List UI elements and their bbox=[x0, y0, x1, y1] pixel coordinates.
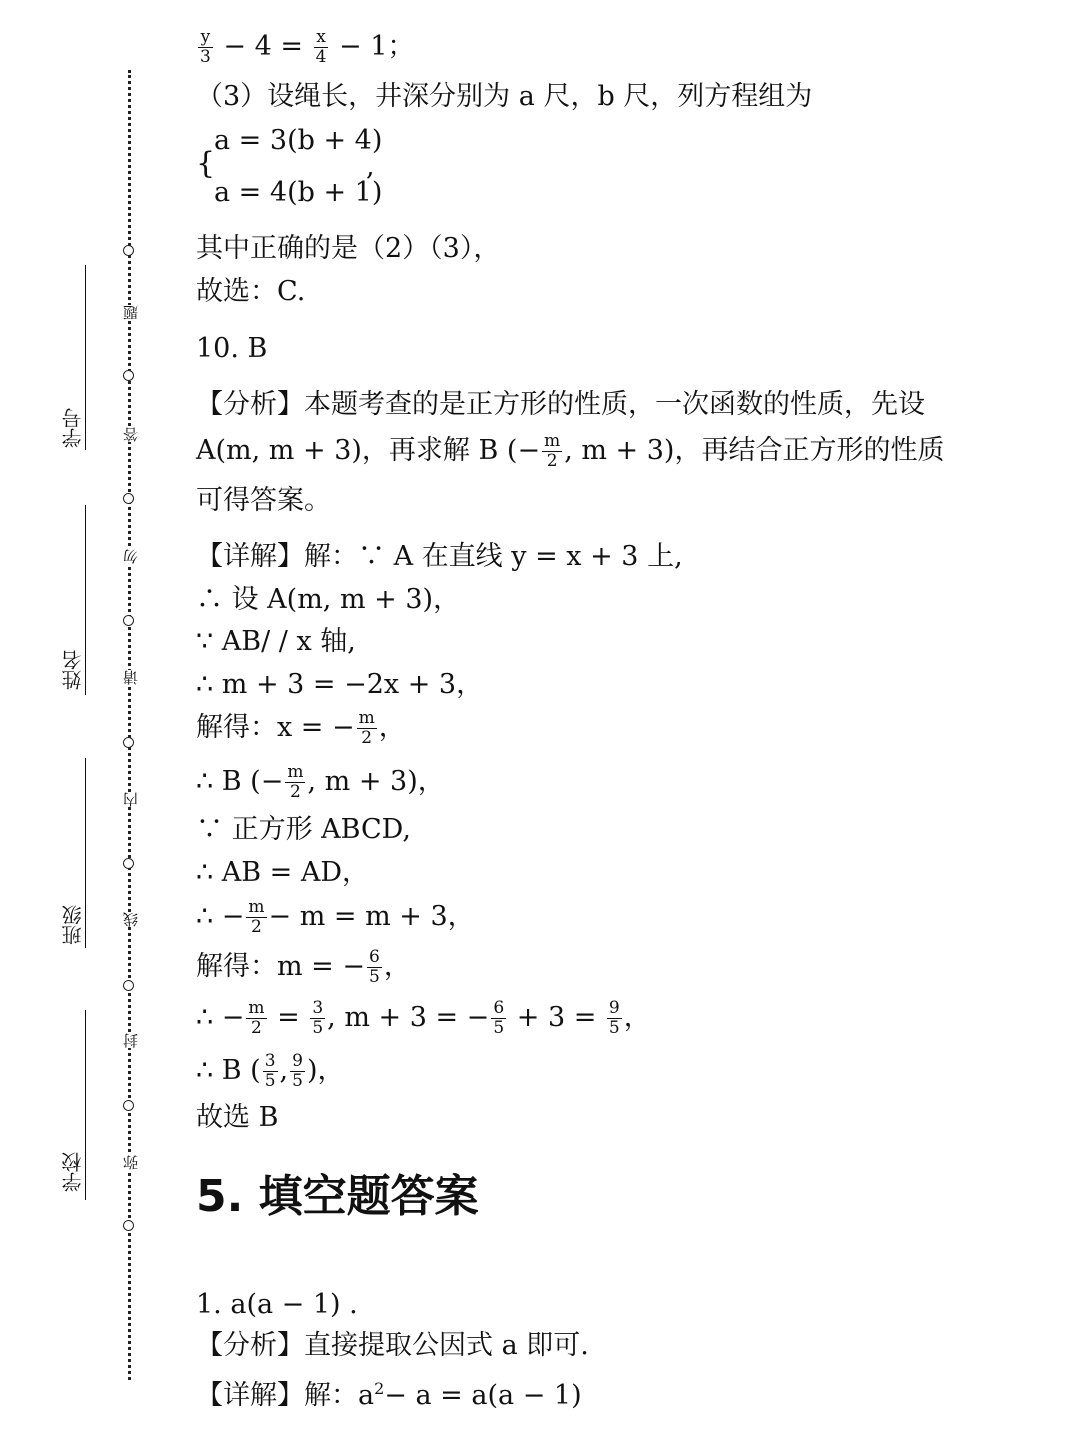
analysis-line-2: A(m, m + 3)，再求解 B (− $\frac{m}{2}$ , m + 3)，再结合正方形的性质 bbox=[196, 431, 945, 471]
fraction: $\frac{3}{5}$ bbox=[312, 998, 324, 1038]
equation-system-row-1: a = 3(b + 4) bbox=[214, 125, 383, 156]
section-heading: 5. 填空题答案 bbox=[196, 1171, 479, 1222]
binding-dotted-line bbox=[128, 70, 131, 1380]
detail-line: ∴ − $\frac{m}{2}$ − m = m + 3， bbox=[196, 897, 475, 937]
margin-circle bbox=[123, 370, 134, 381]
fill-detail-1: 【详解】解：$a^2- a = a(a - 1)$ bbox=[196, 1379, 582, 1411]
margin-circle bbox=[123, 245, 134, 256]
detail-line: ∴ − $\frac{m}{2}$ = $\frac{3}{5}$ , m + 3 = − $\frac{6}{5}$ + 3 = $\frac{9}{5}$ ， bbox=[196, 998, 651, 1038]
fraction: $\frac{x}{4}$ bbox=[315, 27, 327, 67]
fraction: $\frac{9}{5}$ bbox=[608, 998, 620, 1038]
fraction: $\frac{3}{5}$ bbox=[264, 1051, 276, 1091]
detail-line: 【详解】解：∵ A 在直线 y = x + 3 上, bbox=[196, 541, 683, 572]
detail-line: 解得：m = − $\frac{6}{5}$ ， bbox=[196, 947, 411, 987]
question-number: 10. B bbox=[196, 333, 268, 364]
detail-line: ∴ B ( $\frac{3}{5}$ , $\frac{9}{5}$ )， bbox=[196, 1051, 345, 1091]
equation-system-brace: { bbox=[196, 146, 216, 181]
fraction: $\frac{6}{5}$ bbox=[369, 947, 380, 987]
label-student-id: 学号 bbox=[61, 408, 85, 448]
fraction: $\frac{m}{2}$ bbox=[358, 708, 375, 748]
margin-circle bbox=[123, 1220, 134, 1231]
fraction: $\frac{9}{5}$ bbox=[292, 1051, 303, 1091]
text-line: （3）设绳长，井深分别为 a 尺，b 尺，列方程组为 bbox=[196, 81, 813, 112]
margin-circle bbox=[123, 737, 134, 748]
margin-warning-char: 题 bbox=[124, 305, 144, 320]
margin-circle bbox=[123, 1100, 134, 1111]
label-school: 学校 bbox=[61, 1152, 85, 1192]
margin-warning-char: 请 bbox=[124, 670, 144, 685]
label-name: 姓名 bbox=[61, 650, 85, 690]
margin-circle bbox=[123, 980, 134, 991]
detail-line: ∵ 正方形 ABCD, bbox=[196, 814, 411, 845]
margin-warning-char: 封 bbox=[124, 1033, 144, 1048]
margin-warning-char: 内 bbox=[124, 792, 144, 807]
label-class: 班级 bbox=[61, 905, 85, 945]
detail-line: ∴ B (− $\frac{m}{2}$ , m + 3)， bbox=[196, 762, 445, 802]
detail-line: ∴ 设 A(m, m + 3)， bbox=[196, 584, 461, 615]
fill-answer-1: 1. a(a − 1) . bbox=[196, 1289, 358, 1320]
margin-warning-char: 弥 bbox=[124, 1155, 144, 1170]
margin-circle bbox=[123, 493, 134, 504]
fill-analysis-1: 【分析】直接提取公因式 a 即可. bbox=[196, 1330, 589, 1361]
fraction: $\frac{6}{5}$ bbox=[493, 998, 505, 1038]
margin-warning-char: 勿 bbox=[124, 549, 144, 564]
analysis-line-3: 可得答案。 bbox=[196, 485, 331, 516]
margin-circle bbox=[123, 858, 134, 869]
equation-system-comma: , bbox=[366, 151, 375, 182]
margin-warning-char: 答 bbox=[124, 427, 144, 442]
text-line: 其中正确的是（2）（3）， bbox=[196, 233, 501, 264]
text-line: 故选：C. bbox=[196, 276, 306, 307]
equation-line-1: $\frac{y}{3}$ − 4 = $\frac{x}{4}$ − 1； bbox=[200, 27, 415, 67]
fraction: $\frac{m}{2}$ bbox=[287, 762, 304, 802]
fraction: $\frac{m}{2}$ bbox=[248, 998, 265, 1038]
detail-line: 解得：x = − $\frac{m}{2}$ ， bbox=[196, 708, 406, 748]
fraction: $\frac{m}{2}$ bbox=[248, 897, 265, 937]
fraction: $\frac{y}{3}$ bbox=[200, 27, 211, 67]
margin-warning-char: 线 bbox=[124, 912, 144, 927]
detail-line: ∴ m + 3 = −2x + 3， bbox=[196, 669, 484, 700]
detail-line: ∵ AB/ / x 轴, bbox=[196, 626, 356, 657]
fraction: $\frac{m}{2}$ bbox=[544, 431, 561, 471]
detail-line: ∴ AB = AD， bbox=[196, 857, 370, 888]
detail-line: 故选 B bbox=[196, 1102, 279, 1133]
equation-system-row-2: a = 4(b + 1) bbox=[214, 177, 383, 208]
margin-circle bbox=[123, 615, 134, 626]
analysis-line-1: 【分析】本题考查的是正方形的性质，一次函数的性质，先设 bbox=[196, 389, 925, 420]
